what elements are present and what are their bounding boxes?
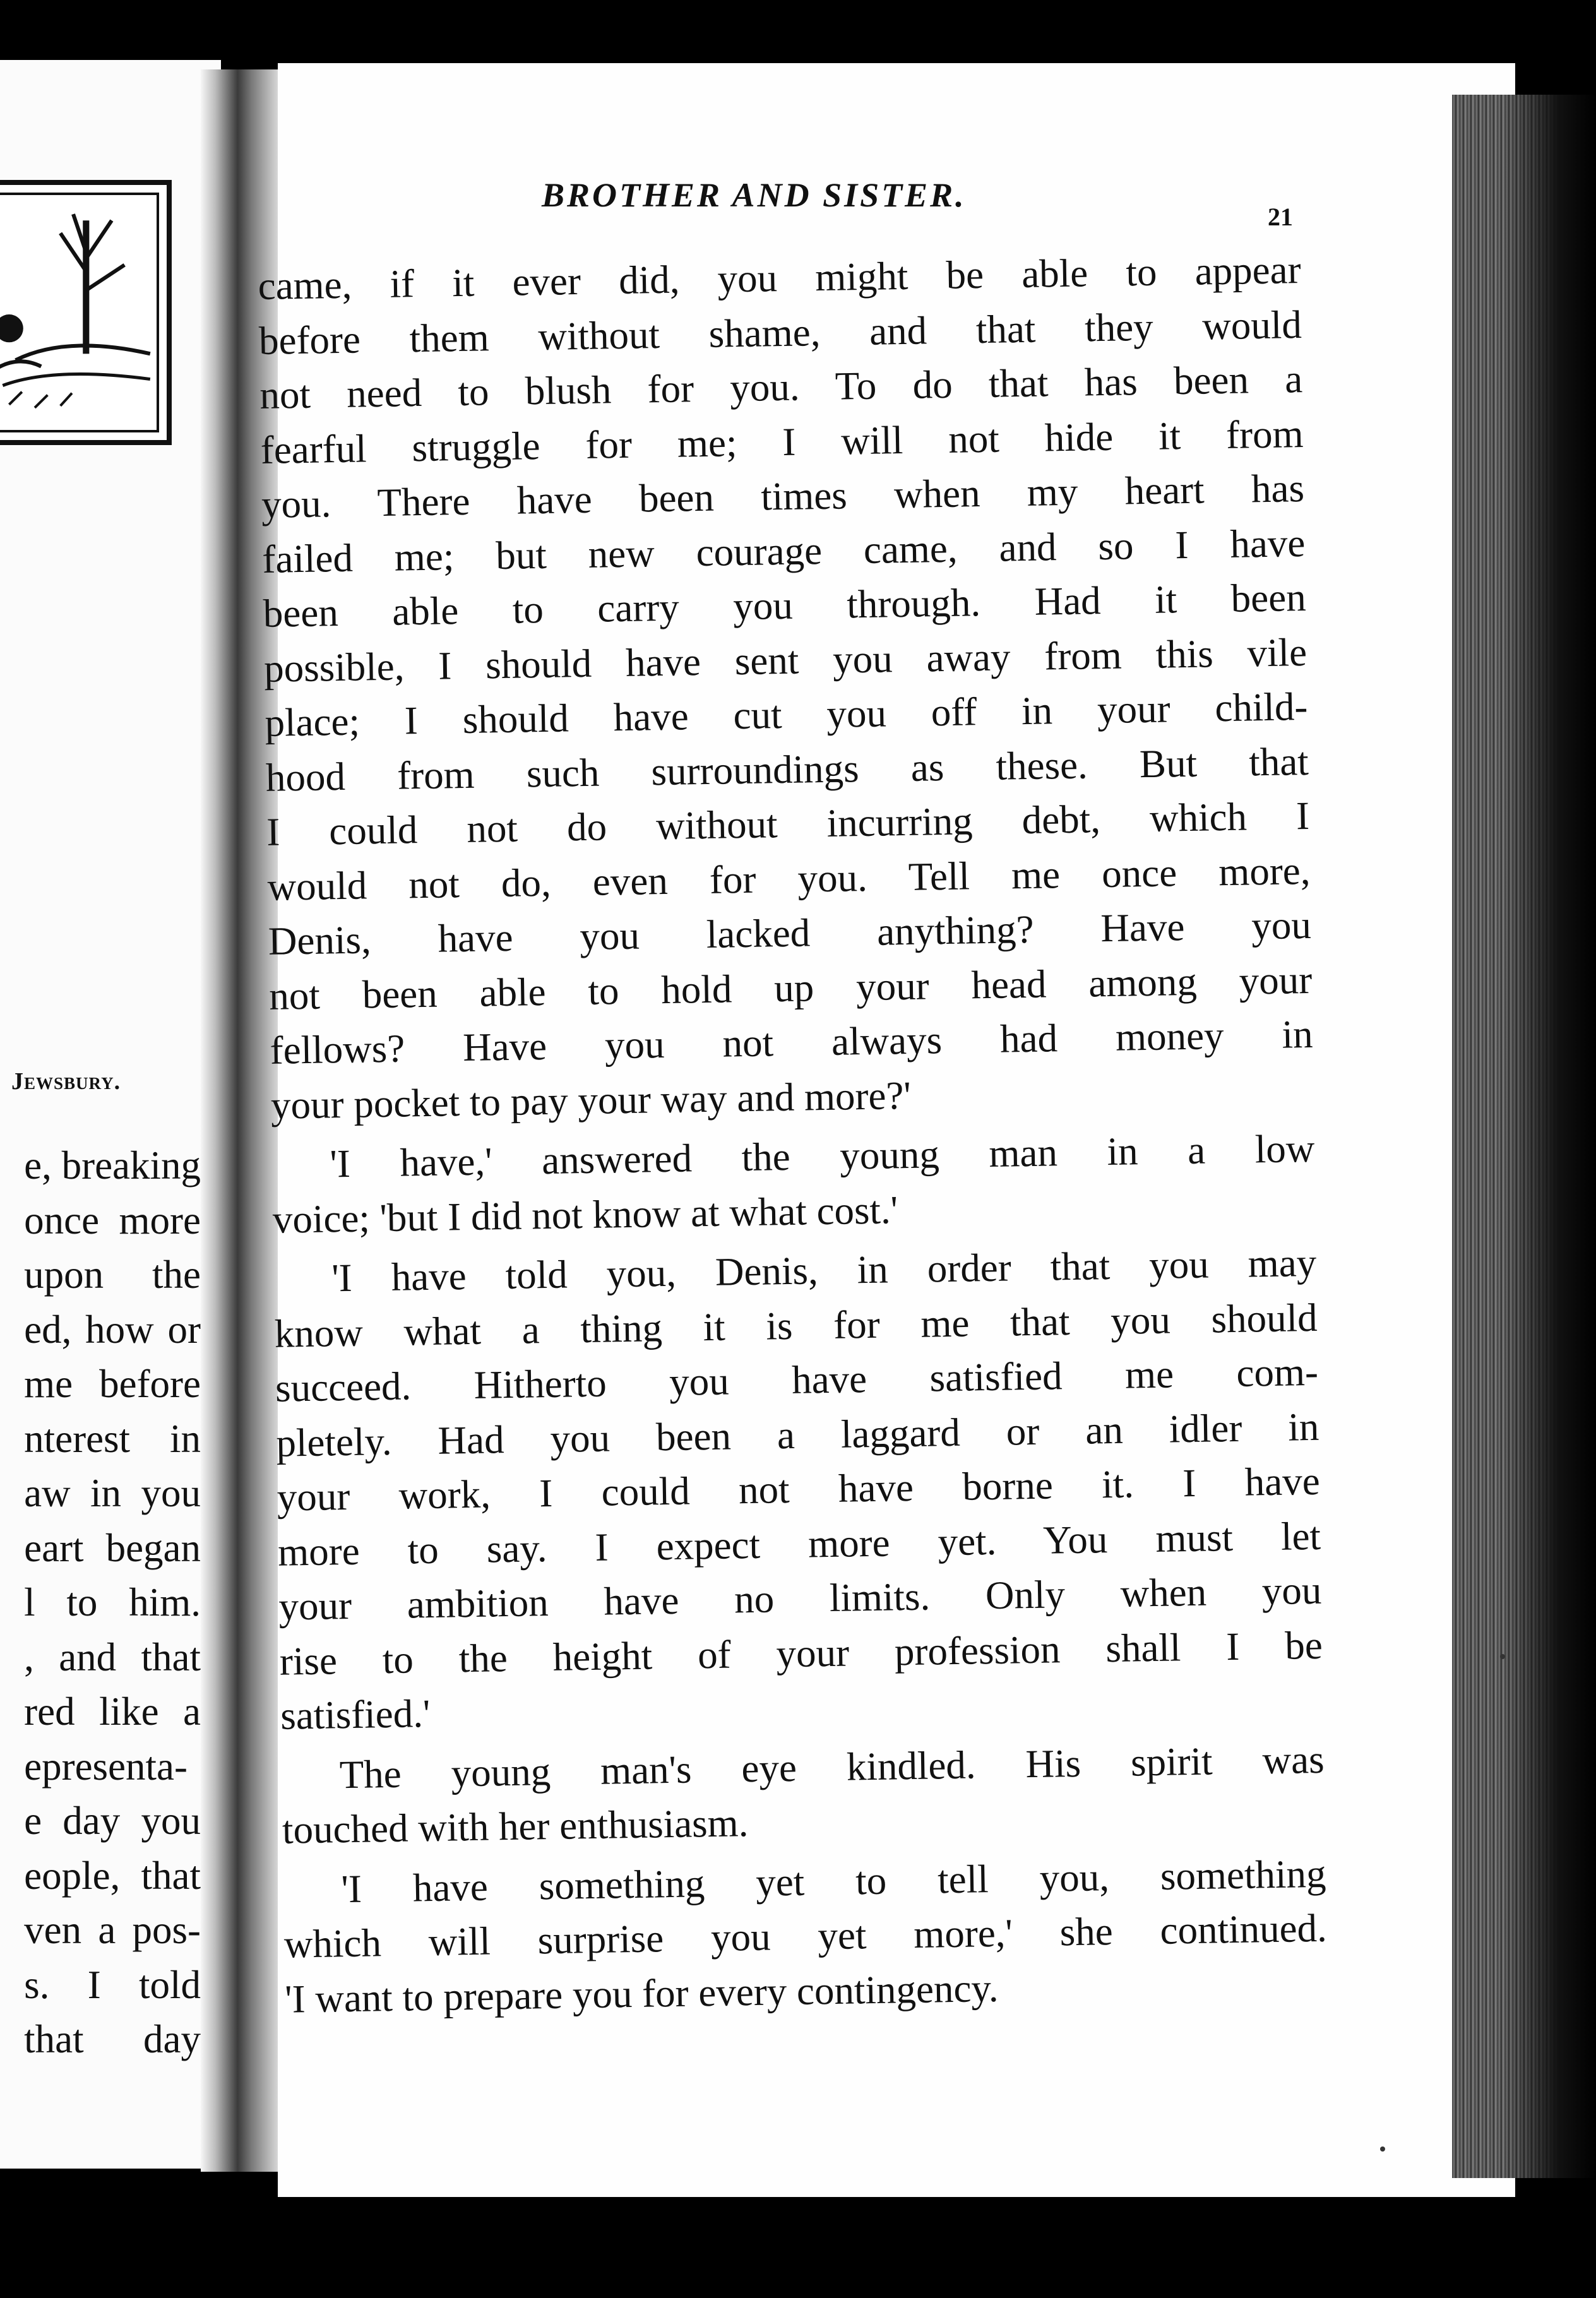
paragraph: [281, 1732, 1326, 1857]
text-line: been able to carry you through. Had it been: [263, 574, 1307, 636]
left-text-line: ed, how or: [24, 1307, 201, 1352]
left-text-line: upon the: [24, 1253, 201, 1297]
text-line: before them without shame, and that they would: [258, 302, 1302, 363]
text-line: succeed. Hitherto you have satisfied me com-: [275, 1349, 1319, 1410]
left-text-line: epresenta-: [24, 1744, 188, 1789]
left-text-block: [24, 1138, 201, 2067]
text-line: your work, I could not have borne it. I have: [277, 1458, 1321, 1520]
body-text: [258, 242, 1328, 2032]
left-text-line: aw in you: [24, 1471, 201, 1515]
left-text-line: eople, that: [24, 1853, 201, 1898]
left-page: [0, 60, 221, 2169]
text-line: possible, I should have sent you away from this vile: [263, 629, 1307, 691]
left-text-line: , and that: [24, 1634, 201, 1679]
text-line: 'I have something yet to tell you, something: [341, 1851, 1326, 1911]
text-line: Denis, have you lacked anything? Have you: [268, 902, 1312, 963]
left-running-head: Jewsbury.: [11, 1068, 121, 1095]
text-line: which will surprise you yet more,' she continued.: [283, 1905, 1328, 1967]
text-line: 'I have told you, Denis, in order that you may: [331, 1240, 1317, 1301]
page-number: 21: [1268, 203, 1293, 231]
left-text-line: eart began: [24, 1525, 201, 1570]
woodcut-illustration: [0, 180, 172, 445]
text-line: you. There have been times when my heart has: [261, 466, 1305, 527]
left-text-line: me before: [24, 1362, 201, 1406]
left-text-line: l to him.: [24, 1580, 201, 1624]
illustration-frame: [0, 193, 159, 432]
text-line: fearful struggle for me; I will not hide it from: [260, 411, 1304, 472]
left-text-line: ven a pos-: [24, 1908, 201, 1952]
text-line: satisfied.': [280, 1691, 431, 1738]
text-line: failed me; but new courage came, and so I have: [261, 520, 1306, 581]
left-text-line: s. I told: [24, 1962, 201, 2007]
text-line: touched with her enthusiasm.: [282, 1801, 749, 1852]
speck: [1500, 1654, 1505, 1659]
left-text-line: e day you: [24, 1799, 201, 1843]
text-line: fellows? Have you not always had money in: [270, 1011, 1314, 1073]
text-line: not need to blush for you. To do that has been a: [259, 357, 1303, 417]
text-line: pletely. Had you been a laggard or an idler in: [275, 1404, 1319, 1465]
text-line: I could not do without incurring debt, which I: [266, 793, 1310, 854]
paragraph: [271, 1121, 1316, 1247]
fore-edge-shadow: [1503, 95, 1596, 2178]
left-text-line: once more: [24, 1198, 201, 1242]
text-line: place; I should have cut you off in your child-: [264, 684, 1308, 745]
left-text-line: that day: [24, 2017, 201, 2061]
text-line: rise to the height of your profession shall I be: [279, 1622, 1323, 1684]
text-line: your ambition have no limits. Only when you: [278, 1568, 1322, 1629]
text-line: The young man's eye kindled. His spirit was: [339, 1737, 1325, 1797]
left-text-line: nterest in: [24, 1416, 201, 1461]
paragraph: [273, 1235, 1324, 1743]
text-line: 'I want to prepare you for every contingency.: [284, 1965, 999, 2021]
text-line: 'I have,' answered the young man in a low: [329, 1126, 1315, 1186]
text-line: know what a thing it is for me that you should: [274, 1295, 1318, 1356]
running-head: BROTHER AND SISTER.: [542, 176, 967, 214]
text-line: came, if it ever did, you might be able to appear: [258, 247, 1302, 308]
paragraph: [283, 1846, 1328, 2026]
tree-landscape-image: [0, 195, 157, 430]
text-line: would not do, even for you. Tell me once more,: [267, 848, 1311, 909]
text-line: voice; 'but I did not know at what cost.': [272, 1187, 898, 1242]
left-text-line: e, breaking: [24, 1143, 201, 1188]
paragraph: [258, 242, 1314, 1133]
text-line: hood from such surroundings as these. But that: [265, 739, 1309, 800]
text-line: not been able to hold up your head among your: [268, 957, 1313, 1018]
left-text-line: red like a: [24, 1689, 201, 1734]
speck: [1380, 2146, 1385, 2152]
text-line: your pocket to pay your way and more?': [270, 1073, 912, 1128]
text-line: more to say. I expect more yet. You must let: [277, 1513, 1321, 1575]
